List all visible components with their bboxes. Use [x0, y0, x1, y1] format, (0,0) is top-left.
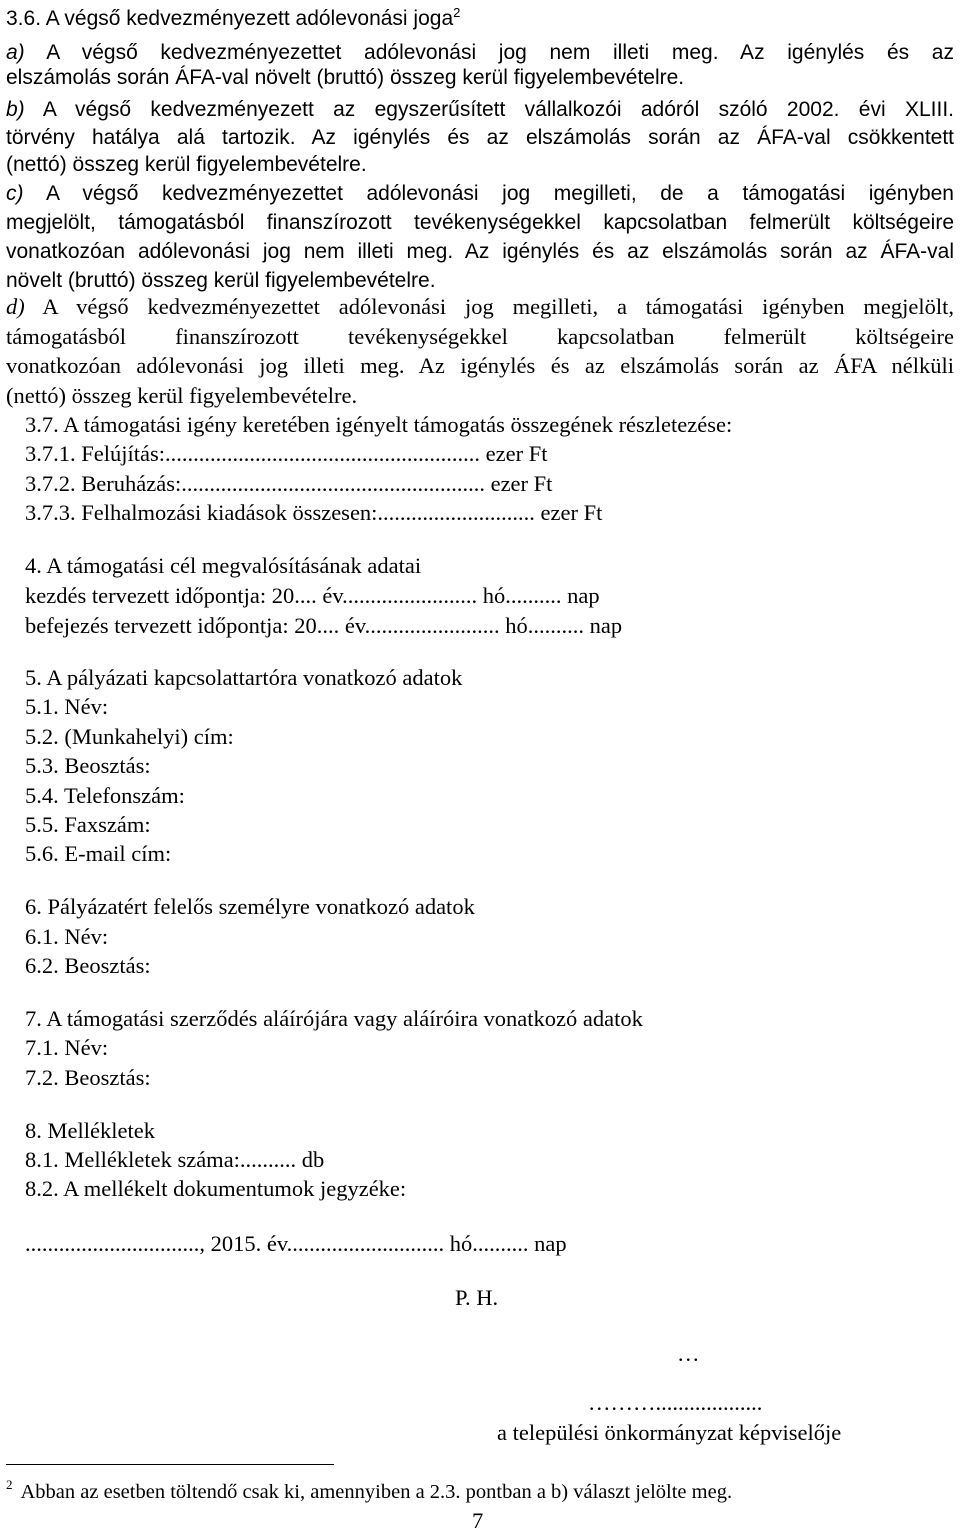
section-5-title: 5. A pályázati kapcsolattartóra vonatkozó adatok: [25, 665, 463, 690]
contact-phone-field: 5.4. Telefonszám:: [25, 783, 185, 808]
option-d-line-1: d) A végső kedvezményezettet adólevonási jog megilleti, a támogatási igényben megjelölt,: [6, 294, 954, 319]
stamp-placeholder: P. H.: [455, 1285, 499, 1310]
page-number: 7: [472, 1508, 484, 1533]
section-4-title: 4. A támogatási cél megvalósításának adatai: [25, 553, 422, 578]
option-d-line-4: (nettó) összeg kerül figyelembevételre.: [6, 383, 358, 408]
signer-title: a települési önkormányzat képviselője: [497, 1420, 842, 1445]
option-c-line-4: növelt (bruttó) összeg kerül figyelembevételre.: [6, 269, 436, 292]
footnote-text: Abban az esetben töltendő csak ki, amennyiben a 2.3. pontban a b) választ jelölte meg.: [20, 1481, 733, 1503]
section-3-6-title: 3.6. A végső kedvezményezett adólevonási joga$^2$: [6, 5, 461, 30]
contact-fax-field: 5.5. Faxszám:: [25, 812, 151, 837]
contact-address-field: 5.2. (Munkahelyi) cím:: [25, 724, 234, 749]
signer-position-field: 7.2. Beosztás:: [25, 1065, 151, 1090]
felhalmozasi-field: 3.7.3. Felhalmozási kiadások összesen:............................ ezer Ft: [25, 500, 603, 525]
responsible-name-field: 6.1. Név:: [25, 924, 109, 949]
start-date-field: kezdés tervezett időpontja: 20.... év........................ hó.......... nap: [25, 583, 600, 608]
option-b-line-1: b) A végső kedvezményezett az egyszerűsített vállalkozói adóról szóló 2002. évi XLIII.: [6, 98, 954, 121]
footnote: [6, 1477, 733, 1503]
section-3-7-title: 3.7. A támogatási igény keretében igényelt támogatás összegének részletezése:: [25, 412, 733, 437]
section-8-title: 8. Mellékletek: [25, 1118, 155, 1143]
ellipsis-mark: …: [677, 1341, 700, 1366]
end-date-field: befejezés tervezett időpontja: 20.... év........................ hó.......... nap: [25, 613, 623, 638]
attachment-list-field: 8.2. A mellékelt dokumentumok jegyzéke:: [25, 1176, 407, 1201]
footnote-reference: 2: [453, 5, 461, 20]
beruhazas-field: 3.7.2. Beruházás:...................................................... ezer Ft: [25, 471, 553, 496]
felujitas-field: 3.7.1. Felújítás:........................................................ ezer Ft: [25, 441, 548, 466]
section-6-title: 6. Pályázatért felelős személyre vonatkozó adatok: [25, 894, 475, 919]
option-d-line-3: vonatkozóan adólevonási jog illeti meg. Az igénylés és az elszámolás során az ÁFA nélküli: [6, 353, 954, 378]
attachment-count-field: 8.1. Mellékletek száma:.......... db: [25, 1147, 325, 1172]
option-d-line-2: támogatásból finanszírozott tevékenységekkel kapcsolatban felmerült költségeire: [6, 324, 954, 349]
option-b-line-3: (nettó) összeg kerül figyelembevételre.: [6, 153, 367, 176]
option-c-line-1: c) A végső kedvezményezettet adólevonási jog megilleti, de a támogatási igényben: [6, 182, 954, 205]
option-c-line-2: megjelölt, támogatásból finanszírozott tevékenységekkel kapcsolatban felmerült költségeire: [6, 211, 954, 234]
contact-email-field: 5.6. E-mail cím:: [25, 841, 172, 866]
contact-position-field: 5.3. Beosztás:: [25, 753, 151, 778]
section-7-title: 7. A támogatási szerződés aláírójára vagy aláíróira vonatkozó adatok: [25, 1006, 643, 1031]
footnote-number: 2: [6, 1477, 13, 1492]
option-b-line-2: törvény hatálya alá tartozik. Az igénylés és az elszámolás során az ÁFA-val csökkentett: [6, 126, 954, 149]
option-a-line-2: elszámolás során ÁFA-val növelt (bruttó) összeg kerül figyelembevételre.: [6, 66, 685, 89]
signer-name-field: 7.1. Név:: [25, 1035, 109, 1060]
contact-name-field: 5.1. Név:: [25, 694, 109, 719]
option-a-line-1: a) A végső kedvezményezettet adólevonási jog nem illeti meg. Az igénylés és az: [6, 41, 954, 64]
signature-line: ………...................: [588, 1390, 763, 1415]
date-line: ..............................., 2015. év............................ hó.......... nap: [25, 1231, 567, 1256]
footnote-divider: [6, 1464, 334, 1465]
option-c-line-3: vonatkozóan adólevonási jog nem illeti meg. Az igénylés és az elszámolás során az ÁFA-val: [6, 240, 954, 263]
responsible-position-field: 6.2. Beosztás:: [25, 953, 151, 978]
